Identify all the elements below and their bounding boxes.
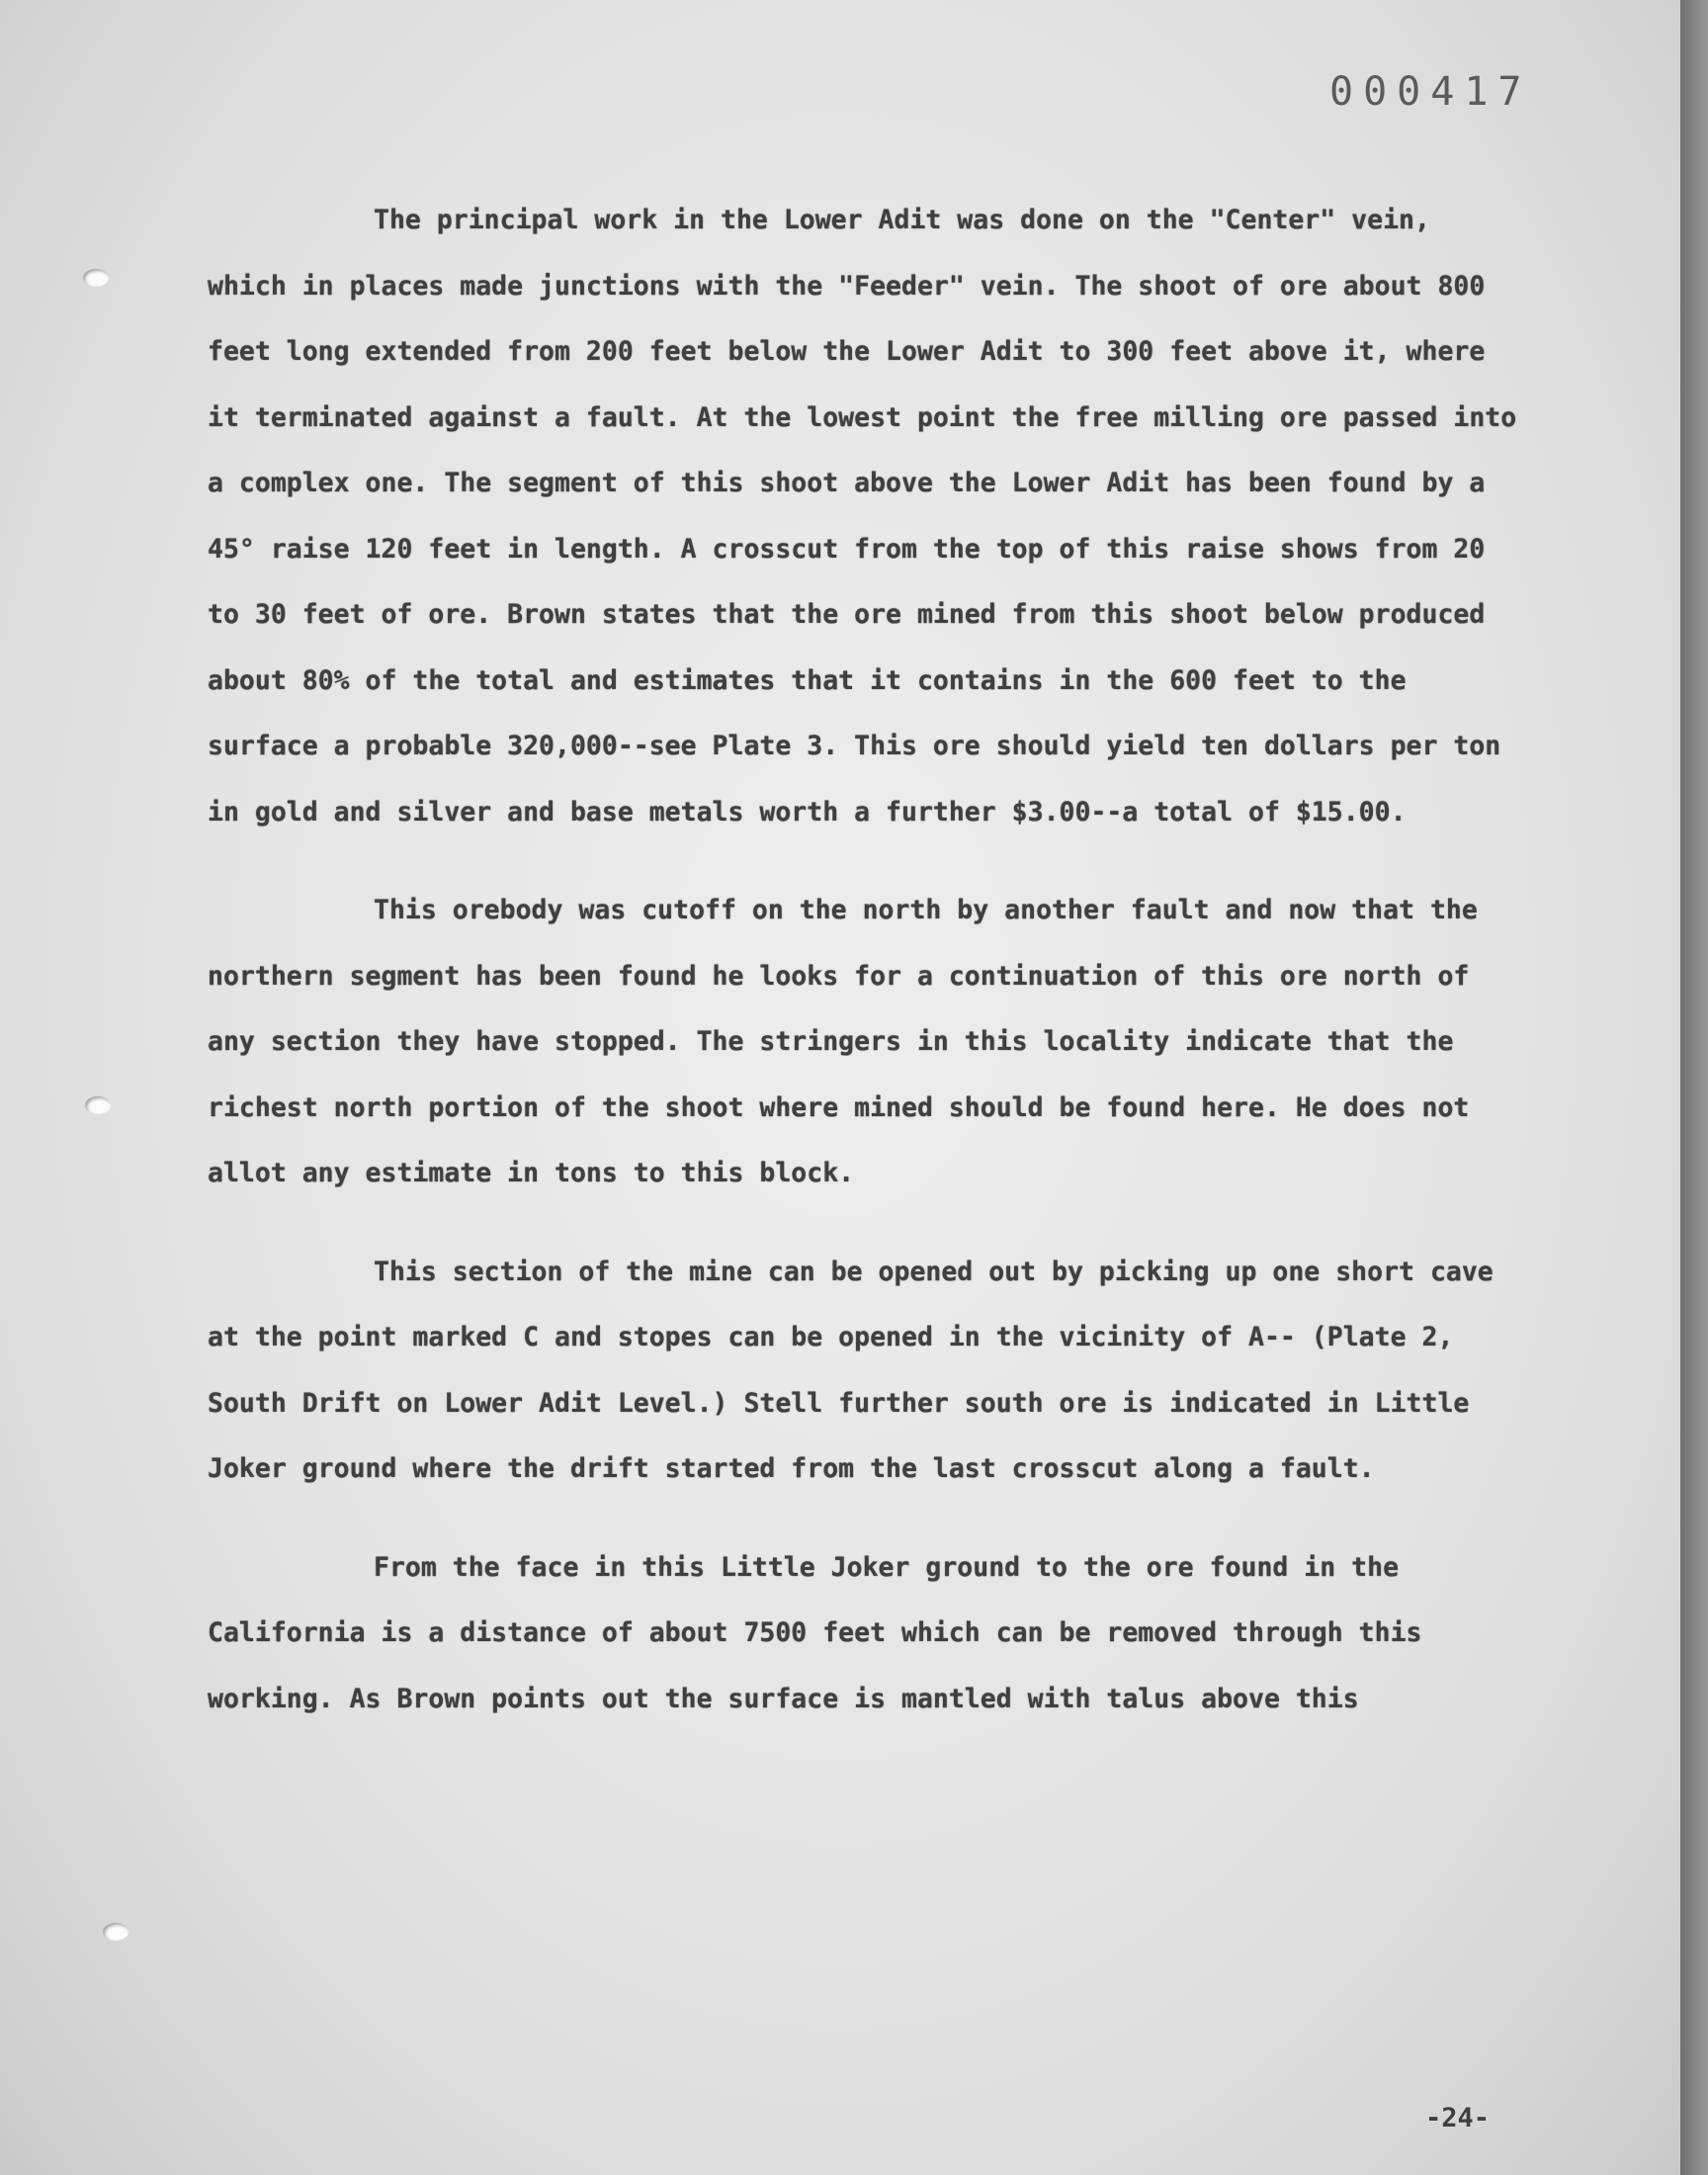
paragraph: From the face in this Little Joker ground to the ore found in the California is a distance of about 7500 feet which can be removed through this working. As Brown points out the surface is mantled with talus above this [208, 1551, 1422, 1714]
page-number: -24- [1425, 2103, 1491, 2133]
punch-hole [103, 1923, 128, 1941]
document-number: 000417 [1329, 69, 1532, 115]
scan-edge [1680, 0, 1708, 2175]
body-text [208, 188, 1522, 1765]
paragraph: The principal work in the Lower Adit was done on the "Center" vein, which in places made junctions with the "Feeder" vein. The shoot of ore about 800 feet long extended from 200 feet below the Lower Adit to 300 feet above it, where it terminated against a fault. At the lowest point the free milling ore passed into a complex one. The segment of this shoot above the Lower Adit has been found by a 45° raise 120 feet in length. A crosscut from the top of this raise shows from 20 to 30 feet of ore. Brown states that the ore mined from this shoot below produced about 80% of the total and estimates that it contains in the 600 feet to the surface a probable 320,000--see Plate 3. This ore should yield ten dollars per ton in gold and silver and base metals worth a further $3.00--a total of $15.00. [208, 205, 1517, 827]
punch-hole [83, 269, 109, 287]
paragraph: This section of the mine can be opened out by picking up one short cave at the point marked C and stopes can be opened in the vicinity of A-- (Plate 2, South Drift on Lower Adit Level.) Stell further south ore is indicated in Little Joker ground where the drift started from the last crosscut along a fault. [208, 1256, 1494, 1484]
punch-hole [85, 1096, 111, 1114]
paragraph: This orebody was cutoff on the north by another fault and now that the northern segment has been found he looks for a continuation of this ore north of any section they have stopped. The stringers in this locality indicate that the richest north portion of the shoot where mined should be found here. He does not allot any estimate in tons to this block. [208, 895, 1478, 1188]
